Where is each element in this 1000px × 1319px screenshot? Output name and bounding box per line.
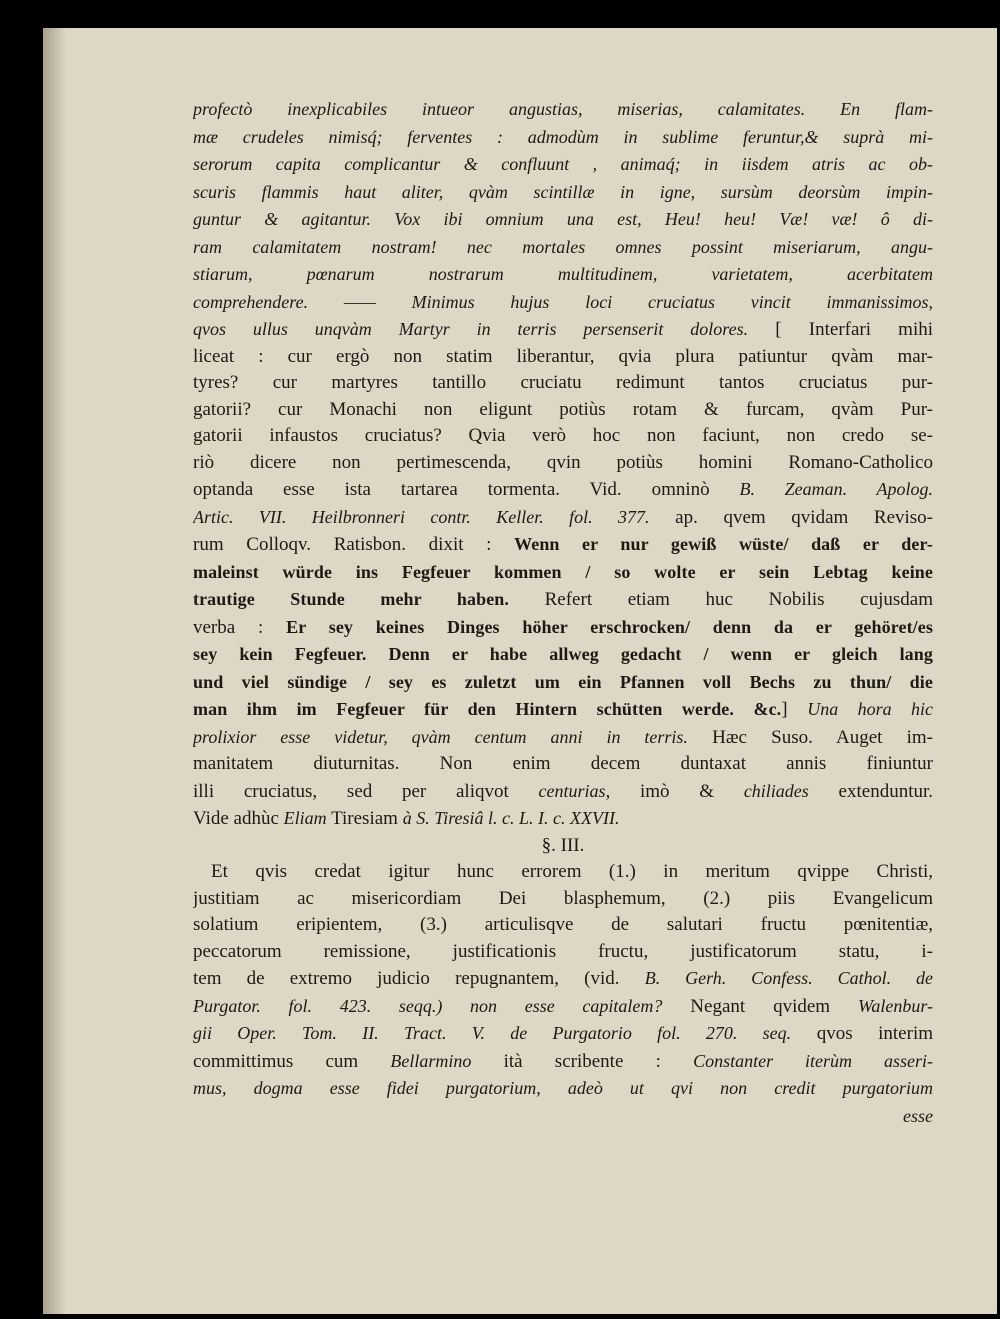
- text-run: rum Colloqv. Ratisbon. dixit :: [193, 534, 515, 555]
- text-run: esse: [903, 1105, 933, 1126]
- text-line: [193, 316, 933, 344]
- text-run: guntur & agitantur. Vox ibi omnium una est, Heu! heu! Væ! væ! ô di-: [193, 209, 933, 229]
- binding-shadow: [43, 28, 67, 1314]
- text-line: [193, 1103, 933, 1131]
- text-run: tem de extremo judicio repugnantem, (vid.: [193, 968, 645, 989]
- text-line: [193, 289, 933, 317]
- text-run: qvos ullus unqvàm Martyr in terris persenserit dolores.: [193, 319, 749, 339]
- text-line: [193, 1048, 933, 1076]
- text-line: [193, 206, 933, 234]
- text-line: [193, 179, 933, 207]
- text-run: ità scribente :: [471, 1050, 694, 1072]
- text-run: prolixior esse videtur, qvàm centum anni in terris.: [193, 726, 688, 747]
- text-line: [193, 370, 933, 397]
- text-line: [193, 669, 933, 697]
- text-run: sey kein Fegfeuer. Denn er habe allweg gedacht / wenn er gleich lang: [193, 644, 933, 664]
- text-run: , imò &: [605, 780, 744, 802]
- text-run: [ Interfari mihi: [748, 319, 933, 340]
- text-line: [193, 504, 933, 532]
- text-run: Refert etiam huc Nobilis cujusdam: [509, 589, 933, 610]
- text-line: [193, 805, 933, 833]
- text-line: [193, 559, 933, 587]
- text-line: [193, 586, 933, 614]
- text-run: Tiresiam: [326, 808, 403, 829]
- text-run: liceat : cur ergò non statim liberantur, qvia plura patiuntur qvàm mar-: [193, 345, 933, 367]
- text-run: centurias: [538, 780, 606, 801]
- text-run: trautige Stunde mehr haben.: [193, 589, 509, 609]
- text-run: riò dicere non pertimescenda, qvin potiùs homini Romano-Catholico: [193, 451, 933, 473]
- text-run: serorum capita complicantur & confluunt , animaq́; in iisdem atris ac ob-: [193, 154, 933, 174]
- text-run: tyres? cur martyres tantillo cruciatu redimunt tantos cruciatus pur-: [193, 372, 933, 393]
- text-line: [193, 859, 933, 886]
- text-run: Eliam: [283, 808, 327, 828]
- text-line: [193, 912, 933, 939]
- text-run: mæ crudeles nimisq́; ferventes : admodùm in sublime feruntur,& suprà mi-: [193, 126, 933, 147]
- text-run: extenduntur.: [808, 780, 933, 802]
- text-run: gatorii? cur Monachi non eligunt potiùs rotam & furcam, qvàm Pur-: [193, 398, 933, 420]
- text-run: ram calamitatem nostram! nec mortales omnes possint miseriarum, angu-: [193, 236, 933, 257]
- text-run: verba :: [193, 616, 287, 638]
- text-run: Negant qvidem: [662, 995, 859, 1017]
- text-run: Una hora hic: [807, 699, 933, 719]
- text-run: Vide adhùc: [193, 808, 284, 829]
- text-line: [193, 96, 933, 124]
- text-line: [193, 939, 933, 966]
- text-run: à S. Tiresiâ l. c. L. I. c. XXVII.: [402, 808, 620, 828]
- text-run: Hæc Suso. Auget im-: [687, 726, 933, 748]
- text-line: [193, 724, 933, 752]
- text-run: Walenbur-: [858, 995, 933, 1016]
- book-page: [43, 28, 997, 1314]
- text-run: scuris flammis haut aliter, qvàm scintillæ in igne, sursùm deorsùm impin-: [193, 181, 933, 202]
- text-run: gatorii infaustos cruciatus? Qvia verò hoc non faciunt, non credo se-: [193, 425, 933, 446]
- text-line: [193, 531, 933, 559]
- text-run: optanda esse ista tartarea tormenta. Vid. omninò: [193, 479, 740, 500]
- text-line: [193, 751, 933, 778]
- text-run: mus, dogma esse fidei purgatorium, adeò ut qvi non credit purgatorium: [193, 1078, 933, 1098]
- text-run: maleinst würde ins Fegfeuer kommen / so wolte er sein Lebtag keine: [193, 561, 933, 582]
- text-line: [193, 1020, 933, 1048]
- text-line: [193, 778, 933, 806]
- text-run: gii Oper. Tom. II. Tract. V. de Purgatorio fol. 270. seq.: [193, 1023, 792, 1043]
- text-run: und viel sündige / sey es zuletzt um ein Pfannen voll Bechs zu thun/ die: [193, 671, 933, 692]
- text-line: [193, 261, 933, 289]
- text-run: Artic. VII. Heilbronneri contr. Keller. fol. 377.: [193, 506, 650, 527]
- text-run: comprehendere. —— Minimus hujus loci cruciatus vincit immanissimos,: [193, 291, 933, 312]
- text-run: committimus cum: [193, 1050, 391, 1072]
- text-run: qvos interim: [791, 1023, 933, 1044]
- text-line: [193, 833, 933, 860]
- text-line: [193, 696, 933, 724]
- text-line: [193, 886, 933, 913]
- text-run: man ihm im Fegfeuer für den Hintern schütten werde. &c.: [193, 699, 782, 719]
- text-run: B. Zeaman. Apolog.: [739, 479, 933, 499]
- text-line: [193, 450, 933, 477]
- text-line: [193, 993, 933, 1021]
- text-line: [193, 641, 933, 669]
- text-run: B. Gerh. Confess. Cathol. de: [644, 968, 933, 988]
- text-line: [193, 397, 933, 424]
- text-line: [193, 234, 933, 262]
- text-line: [193, 614, 933, 642]
- text-run: solatium eripientem, (3.) articulisqve de salutari fructu pœnitentiæ,: [193, 914, 933, 935]
- text-run: Wenn er nur gewiß wüste/ daß er der-: [514, 534, 933, 554]
- text-run: Purgator. fol. 423. seqq.) non esse capitalem?: [193, 995, 663, 1016]
- text-run: peccatorum remissione, justificationis fructu, justificatorum statu, i-: [193, 940, 933, 962]
- text-run: chiliades: [743, 780, 809, 801]
- text-run: ]: [781, 699, 808, 720]
- text-run: manitatem diuturnitas. Non enim decem duntaxat annis finiuntur: [193, 753, 933, 774]
- text-run: Bellarmino: [390, 1050, 472, 1071]
- text-run: profectò inexplicabiles intueor angustias, miserias, calamitates. En flam-: [193, 99, 933, 119]
- text-line: [193, 476, 933, 504]
- text-run: illi cruciatus, sed per aliqvot: [193, 780, 539, 802]
- text-line: [193, 1075, 933, 1103]
- text-line: [193, 965, 933, 993]
- text-run: justitiam ac misericordiam Dei blasphemum, (2.) piis Evangelicum: [193, 887, 933, 909]
- page-text: [193, 96, 933, 1130]
- text-line: [193, 344, 933, 371]
- text-line: [193, 423, 933, 450]
- text-run: stiarum, pœnarum nostrarum multitudinem, varietatem, acerbitatem: [193, 264, 933, 284]
- text-run: §. III.: [541, 834, 585, 856]
- text-line: [193, 124, 933, 152]
- text-line: [193, 151, 933, 179]
- text-run: Et qvis credat igitur hunc errorem (1.) in meritum qvippe Christi,: [211, 861, 933, 882]
- text-run: Er sey keines Dinges höher erschrocken/ denn da er gehöret/es: [286, 616, 933, 637]
- text-run: ap. qvem qvidam Reviso-: [649, 506, 933, 528]
- text-run: Constanter iterùm asseri-: [693, 1050, 933, 1071]
